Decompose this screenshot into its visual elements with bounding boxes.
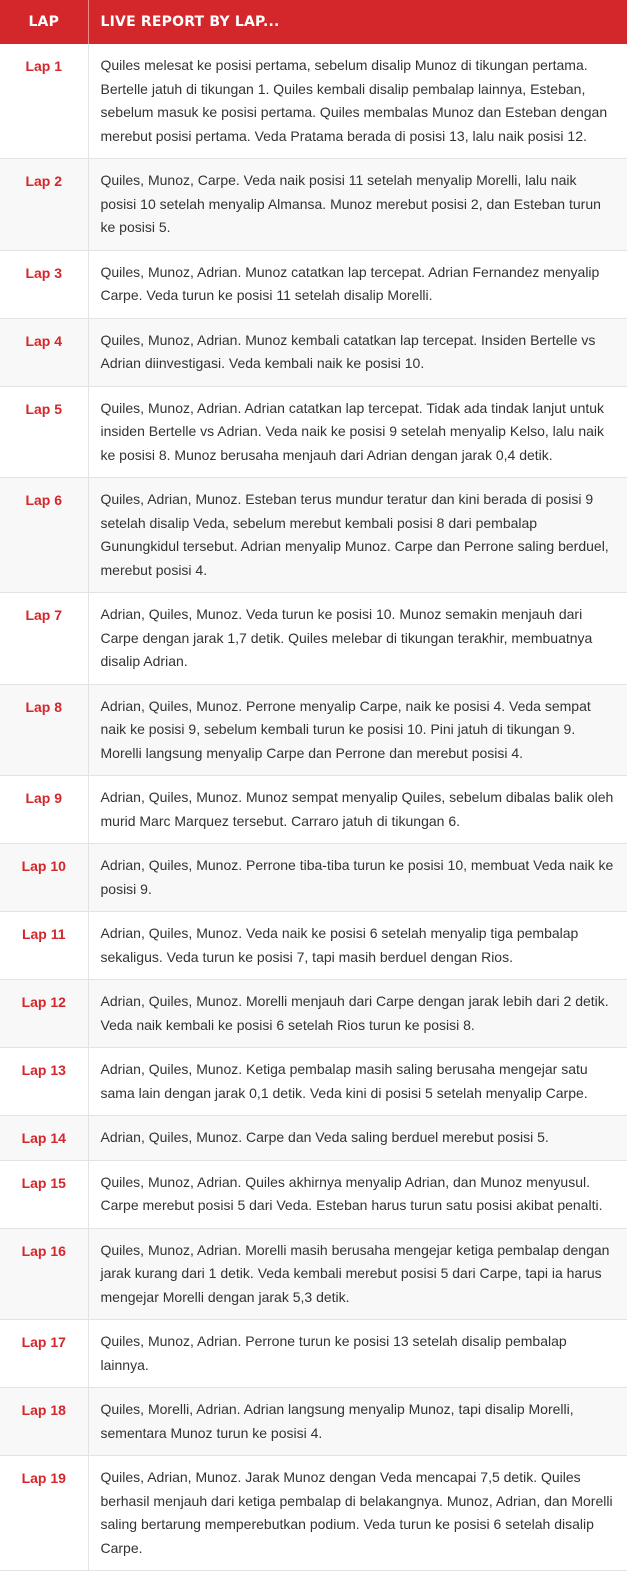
lap-number: Lap 2 [0, 159, 88, 251]
lap-report-text: Adrian, Quiles, Munoz. Veda naik ke posisi 6 setelah menyalip tiga pembalap sekaligus. Veda turun ke posisi 7, tapi masih berduel dengan Rios. [88, 912, 627, 980]
lap-report-text: Adrian, Quiles, Munoz. Perrone menyalip Carpe, naik ke posisi 4. Veda sempat naik ke posisi 9, sebelum kembali turun ke posisi 10. Pini jatuh di tikungan 9. Morelli langsung menyalip Carpe dan Perrone dan merebut posisi 4. [88, 684, 627, 776]
lap-report-text: Adrian, Quiles, Munoz. Morelli menjauh dari Carpe dengan jarak lebih dari 2 detik. Veda naik kembali ke posisi 6 setelah Rios turun ke posisi 8. [88, 980, 627, 1048]
report-column-header: LIVE REPORT BY LAP... [88, 0, 627, 44]
table-row [0, 159, 627, 251]
lap-number: Lap 18 [0, 1388, 88, 1456]
lap-number: Lap 9 [0, 776, 88, 844]
table-row [0, 1320, 627, 1388]
lap-report-text: Adrian, Quiles, Munoz. Veda turun ke posisi 10. Munoz semakin menjauh dari Carpe dengan jarak 1,7 detik. Quiles melebar di tikungan terakhir, membuatnya disalip Adrian. [88, 593, 627, 685]
lap-report-text: Quiles, Munoz, Adrian. Munoz catatkan lap tercepat. Adrian Fernandez menyalip Carpe. Veda turun ke posisi 11 setelah disalip Morelli. [88, 250, 627, 318]
lap-number: Lap 7 [0, 593, 88, 685]
table-row [0, 980, 627, 1048]
lap-number: Lap 12 [0, 980, 88, 1048]
table-row [0, 1228, 627, 1320]
lap-report-text: Quiles, Munoz, Carpe. Veda naik posisi 11 setelah menyalip Morelli, lalu naik posisi 10 setelah menyalip Almansa. Munoz merebut posisi 2, dan Esteban turun ke posisi 5. [88, 159, 627, 251]
lap-number: Lap 6 [0, 478, 88, 593]
lap-report-text: Quiles, Adrian, Munoz. Esteban terus mundur teratur dan kini berada di posisi 9 setelah disalip Veda, sebelum merebut kembali posisi 8 dari pembalap Gunungkidul tersebut. Adrian menyalip Munoz. Carpe dan Perrone saling berduel, merebut posisi 4. [88, 478, 627, 593]
table-row [0, 1160, 627, 1228]
header-row [0, 0, 627, 44]
table-body [0, 44, 627, 1571]
table-row [0, 684, 627, 776]
lap-number: Lap 19 [0, 1456, 88, 1571]
lap-number: Lap 8 [0, 684, 88, 776]
lap-report-text: Quiles, Munoz, Adrian. Morelli masih berusaha mengejar ketiga pembalap dengan jarak kurang dari 1 detik. Veda kembali merebut posisi 5 dari Carpe, tapi ia harus mengejar Morelli dengan jarak 5,3 detik. [88, 1228, 627, 1320]
lap-number: Lap 4 [0, 318, 88, 386]
lap-number: Lap 5 [0, 386, 88, 478]
lap-number: Lap 17 [0, 1320, 88, 1388]
table-row [0, 1116, 627, 1161]
lap-number: Lap 3 [0, 250, 88, 318]
lap-report-text: Adrian, Quiles, Munoz. Munoz sempat menyalip Quiles, sebelum dibalas balik oleh murid Marc Marquez tersebut. Carraro jatuh di tikungan 6. [88, 776, 627, 844]
lap-number: Lap 13 [0, 1048, 88, 1116]
lap-number: Lap 11 [0, 912, 88, 980]
lap-report-text: Quiles, Munoz, Adrian. Adrian catatkan lap tercepat. Tidak ada tindak lanjut untuk insiden Bertelle vs Adrian. Veda naik ke posisi 9 setelah menyalip Kelso, lalu naik ke posisi 8. Munoz berusaha menjauh dari Adrian dengan jarak 0,4 detik. [88, 386, 627, 478]
lap-report-text: Quiles, Munoz, Adrian. Quiles akhirnya menyalip Adrian, dan Munoz menyusul. Carpe merebut posisi 5 dari Veda. Esteban harus turun satu posisi akibat penalti. [88, 1160, 627, 1228]
table-row [0, 318, 627, 386]
lap-number: Lap 14 [0, 1116, 88, 1161]
table-row [0, 386, 627, 478]
table-row [0, 593, 627, 685]
table-row [0, 478, 627, 593]
lap-report-text: Adrian, Quiles, Munoz. Ketiga pembalap masih saling berusaha mengejar satu sama lain dengan jarak 0,1 detik. Veda kini di posisi 5 setelah menyalip Carpe. [88, 1048, 627, 1116]
lap-report-text: Quiles, Adrian, Munoz. Jarak Munoz dengan Veda mencapai 7,5 detik. Quiles berhasil menjauh dari ketiga pembalap di belakangnya. Munoz, Adrian, dan Morelli saling bertarung memperebutkan podium. Veda turun ke posisi 6 setelah disalip Carpe. [88, 1456, 627, 1571]
lap-report-text: Quiles, Morelli, Adrian. Adrian langsung menyalip Munoz, tapi disalip Morelli, sementara Munoz turun ke posisi 4. [88, 1388, 627, 1456]
table-header [0, 0, 627, 44]
table-row [0, 844, 627, 912]
lap-report-text: Adrian, Quiles, Munoz. Carpe dan Veda saling berduel merebut posisi 5. [88, 1116, 627, 1161]
table-row [0, 912, 627, 980]
lap-column-header: LAP [0, 0, 88, 44]
lap-report-text: Quiles, Munoz, Adrian. Munoz kembali catatkan lap tercepat. Insiden Bertelle vs Adrian diinvestigasi. Veda kembali naik ke posisi 10. [88, 318, 627, 386]
table-row [0, 1388, 627, 1456]
lap-number: Lap 1 [0, 44, 88, 159]
table-row [0, 1048, 627, 1116]
lap-number: Lap 16 [0, 1228, 88, 1320]
lap-number: Lap 15 [0, 1160, 88, 1228]
table-row [0, 44, 627, 159]
table-row [0, 1456, 627, 1571]
lap-report-text: Quiles, Munoz, Adrian. Perrone turun ke posisi 13 setelah disalip pembalap lainnya. [88, 1320, 627, 1388]
lap-number: Lap 10 [0, 844, 88, 912]
table-row [0, 250, 627, 318]
lap-report-text: Quiles melesat ke posisi pertama, sebelum disalip Munoz di tikungan pertama. Bertelle jatuh di tikungan 1. Quiles kembali disalip pembalap lainnya, Esteban, sebelum masuk ke posisi pertama. Quiles membalas Munoz dan Esteban dengan merebut posisi pertama. Veda Pratama berada di posisi 13, lalu naik posisi 12. [88, 44, 627, 159]
table-row [0, 776, 627, 844]
lap-report-text: Adrian, Quiles, Munoz. Perrone tiba-tiba turun ke posisi 10, membuat Veda naik ke posisi 9. [88, 844, 627, 912]
